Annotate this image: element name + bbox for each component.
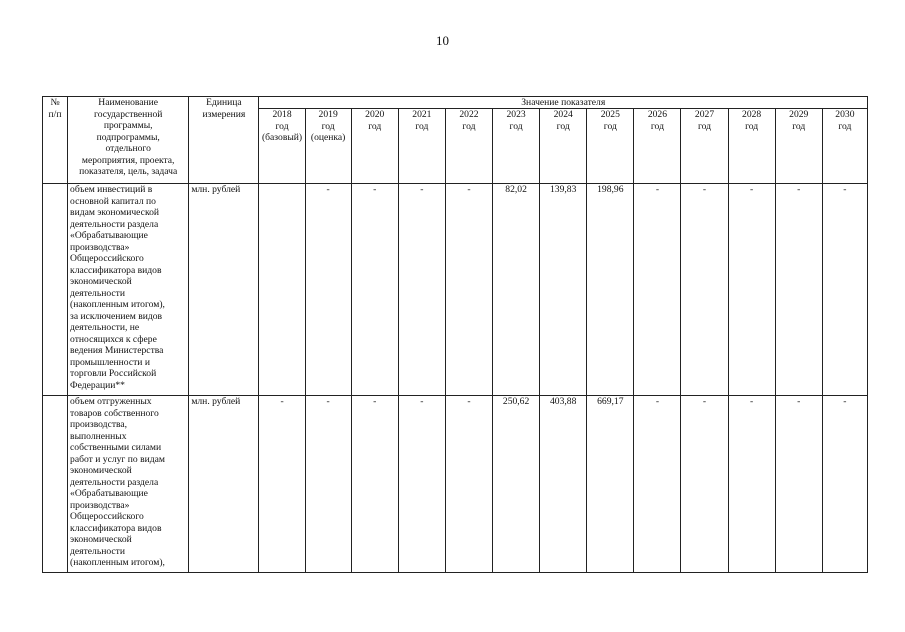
indicator-name: объем отгруженных товаров собственного производства, выполненных собственными силами работ и услуг по видам экономической деятельности раздела «Обрабатывающие производства» Общероссийского классификатора видов экономической деятельности (накопленным итогом), bbox=[68, 396, 189, 573]
table-row bbox=[43, 396, 868, 573]
header-number: № п/п bbox=[43, 97, 68, 184]
year-2019: 2019 год (оценка) bbox=[305, 109, 351, 184]
year-2018: 2018 год (базовый) bbox=[259, 109, 305, 184]
value-2026: - bbox=[634, 184, 681, 396]
value-2025: 198,96 bbox=[587, 184, 634, 396]
value-2024: 139,83 bbox=[540, 184, 587, 396]
value-2029: - bbox=[775, 184, 822, 396]
year-2027: 2027 год bbox=[681, 109, 728, 184]
year-2022: 2022 год bbox=[445, 109, 492, 184]
year-2026: 2026 год bbox=[634, 109, 681, 184]
value-2029: - bbox=[775, 396, 822, 573]
value-2021: - bbox=[398, 396, 445, 573]
header-unit: Единица измерения bbox=[189, 97, 259, 184]
year-2024: 2024 год bbox=[540, 109, 587, 184]
year-2028: 2028 год bbox=[728, 109, 775, 184]
value-2028: - bbox=[728, 396, 775, 573]
year-2025: 2025 год bbox=[587, 109, 634, 184]
value-2027: - bbox=[681, 396, 728, 573]
year-2020: 2020 год bbox=[351, 109, 398, 184]
value-2026: - bbox=[634, 396, 681, 573]
row-number bbox=[43, 396, 68, 573]
value-2023: 250,62 bbox=[493, 396, 540, 573]
value-2019: - bbox=[305, 396, 351, 573]
row-number bbox=[43, 184, 68, 396]
year-2023: 2023 год bbox=[493, 109, 540, 184]
value-2024: 403,88 bbox=[540, 396, 587, 573]
value-2022: - bbox=[445, 184, 492, 396]
year-2029: 2029 год bbox=[775, 109, 822, 184]
unit-cell: млн. рублей bbox=[189, 184, 259, 396]
value-2028: - bbox=[728, 184, 775, 396]
indicator-name: объем инвестиций в основной капитал по видам экономической деятельности раздела «Обрабатывающие производства» Общероссийского классификатора видов экономической деятельности (накопленным итогом), за исключением видов деятельности, не относящихся к сфере ведения Министерства промышленности и торговли Российской Федерации** bbox=[68, 184, 189, 396]
value-2020: - bbox=[351, 184, 398, 396]
value-2021: - bbox=[398, 184, 445, 396]
page-number: 10 bbox=[436, 33, 449, 48]
value-2030: - bbox=[822, 396, 867, 573]
value-2018 bbox=[259, 184, 305, 396]
value-2018: - bbox=[259, 396, 305, 573]
value-2020: - bbox=[351, 396, 398, 573]
value-2023: 82,02 bbox=[493, 184, 540, 396]
value-2027: - bbox=[681, 184, 728, 396]
value-2022: - bbox=[445, 396, 492, 573]
year-2021: 2021 год bbox=[398, 109, 445, 184]
unit-cell: млн. рублей bbox=[189, 396, 259, 573]
table-row bbox=[43, 184, 868, 396]
year-2030: 2030 год bbox=[822, 109, 867, 184]
header-name: Наименование государственной программы, подпрограммы, отдельного мероприятия, проекта, показателя, цель, задача bbox=[68, 97, 189, 184]
header-value-group: Значение показателя bbox=[259, 97, 868, 109]
value-2030: - bbox=[822, 184, 867, 396]
indicator-table bbox=[42, 96, 868, 573]
table-header-row bbox=[43, 97, 868, 109]
value-2019: - bbox=[305, 184, 351, 396]
value-2025: 669,17 bbox=[587, 396, 634, 573]
